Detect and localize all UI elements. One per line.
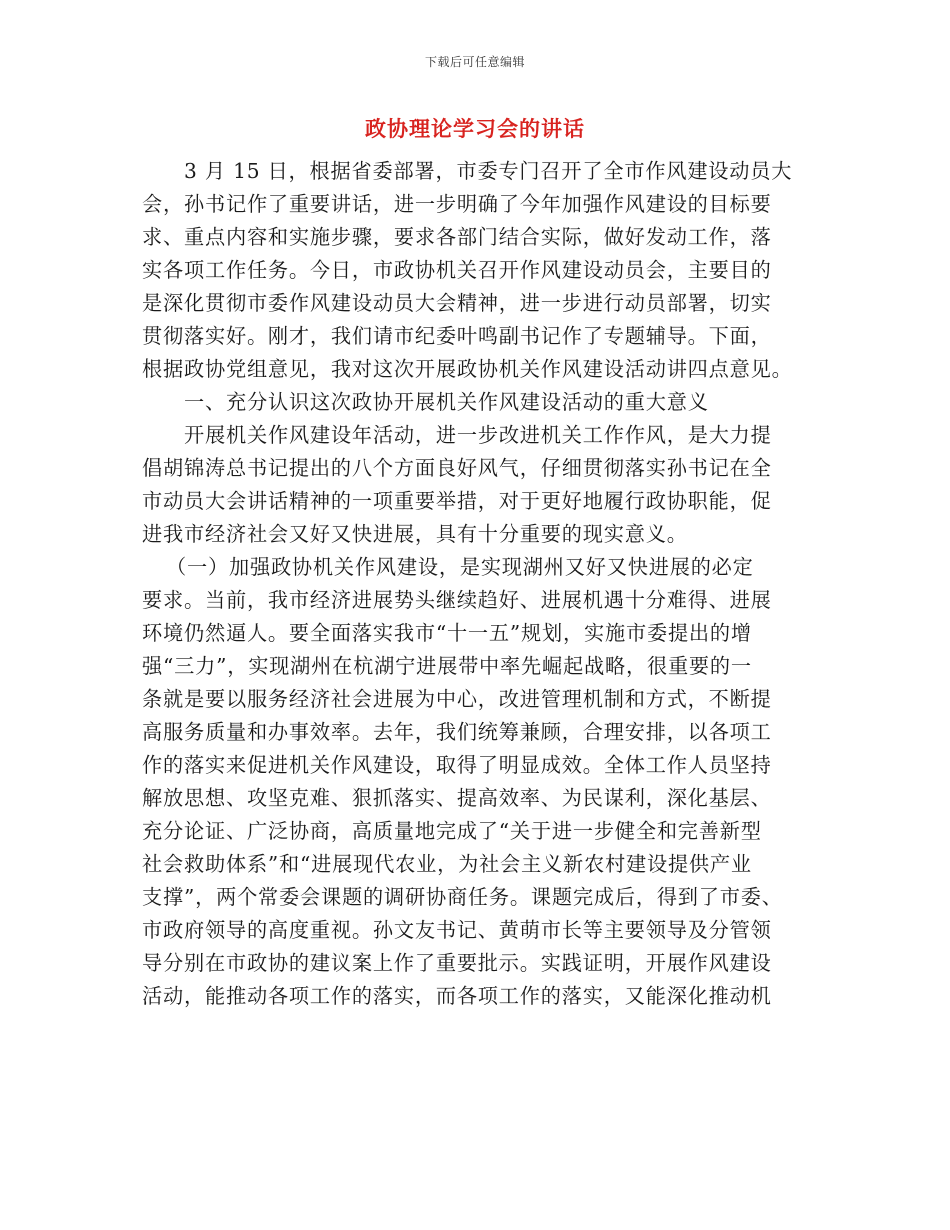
section-heading-1 (142, 386, 802, 419)
text-line: 充分论证、广泛协商，高质量地完成了“关于进一步健全和完善新型 (142, 819, 762, 843)
text-line: 求、重点内容和实施步骤，要求各部门结合实际，做好发动工作，落 (142, 225, 772, 249)
text-line: 市政府领导的高度重视。孙文友书记、黄萌市长等主要领导及分管领 (142, 918, 772, 942)
document-body (142, 155, 802, 1013)
text-line: 开展机关作风建设年活动，进一步改进机关工作作风，是大力提 (184, 423, 772, 447)
text-line: 解放思想、攻坚克难、狠抓落实、提高效率、为民谋利，深化基层、 (142, 786, 772, 810)
paragraph-point-1 (142, 551, 802, 1013)
text-line: 要求。当前，我市经济进展势头继续趋好、进展机遇十分难得、进展 (142, 588, 772, 612)
text-line: 是深化贯彻市委作风建设动员大会精神，进一步进行动员部署，切实 (142, 291, 772, 315)
text-line: 高服务质量和办事效率。去年，我们统筹兼顾，合理安排，以各项工 (142, 720, 772, 744)
text-line: （一）加强政协机关作风建设，是实现湖州又好又快进展的必定 (166, 555, 754, 579)
text-line: 根据政协党组意见，我对这次开展政协机关作风建设活动讲四点意见。 (142, 357, 793, 381)
text-line: 社会救助体系”和“进展现代农业，为社会主义新农村建设提供产业 (142, 852, 752, 876)
text-line: 一、充分认识这次政协开展机关作风建设活动的重大意义 (184, 390, 709, 414)
header-note: 下载后可任意编辑 (424, 55, 525, 69)
text-line: 市动员大会讲话精神的一项重要举措，对于更好地履行政协职能，促 (142, 489, 772, 513)
text-line: 环境仍然逼人。要全面落实我市“十一五”规划，实施市委提出的增 (142, 621, 752, 645)
text-line: 贯彻落实好。刚才，我们请市纪委叶鸣副书记作了专题辅导。下面， (142, 324, 772, 348)
document-title: 政协理论学习会的讲话 (365, 116, 585, 141)
text-line: 支撑”，两个常委会课题的调研协商任务。课题完成后，得到了市委、 (142, 885, 783, 909)
text-line: 条就是要以服务经济社会进展为中心，改进管理机制和方式，不断提 (142, 687, 772, 711)
text-line: 强“三力”，实现湖州在杭湖宁进展带中率先崛起战略，很重要的一 (142, 654, 752, 678)
text-line: 进我市经济社会又好又快进展，具有十分重要的现实意义。 (142, 522, 688, 546)
text-line: 3 月 15 日，根据省委部署，市委专门召开了全市作风建设动员大 (184, 159, 793, 183)
text-line: 导分别在市政协的建议案上作了重要批示。实践证明，开展作风建设 (142, 951, 772, 975)
text-line: 会，孙书记作了重要讲话，进一步明确了今年加强作风建设的目标要 (142, 192, 772, 216)
text-line: 实各项工作任务。今日，市政协机关召开作风建设动员会，主要目的 (142, 258, 772, 282)
paragraph-significance (142, 419, 802, 551)
text-line: 作的落实来促进机关作风建设，取得了明显成效。全体工作人员坚持 (142, 753, 772, 777)
text-line: 活动，能推动各项工作的落实，而各项工作的落实，又能深化推动机 (142, 984, 772, 1008)
text-line: 倡胡锦涛总书记提出的八个方面良好风气，仔细贯彻落实孙书记在全 (142, 456, 772, 480)
paragraph-intro (142, 155, 802, 386)
